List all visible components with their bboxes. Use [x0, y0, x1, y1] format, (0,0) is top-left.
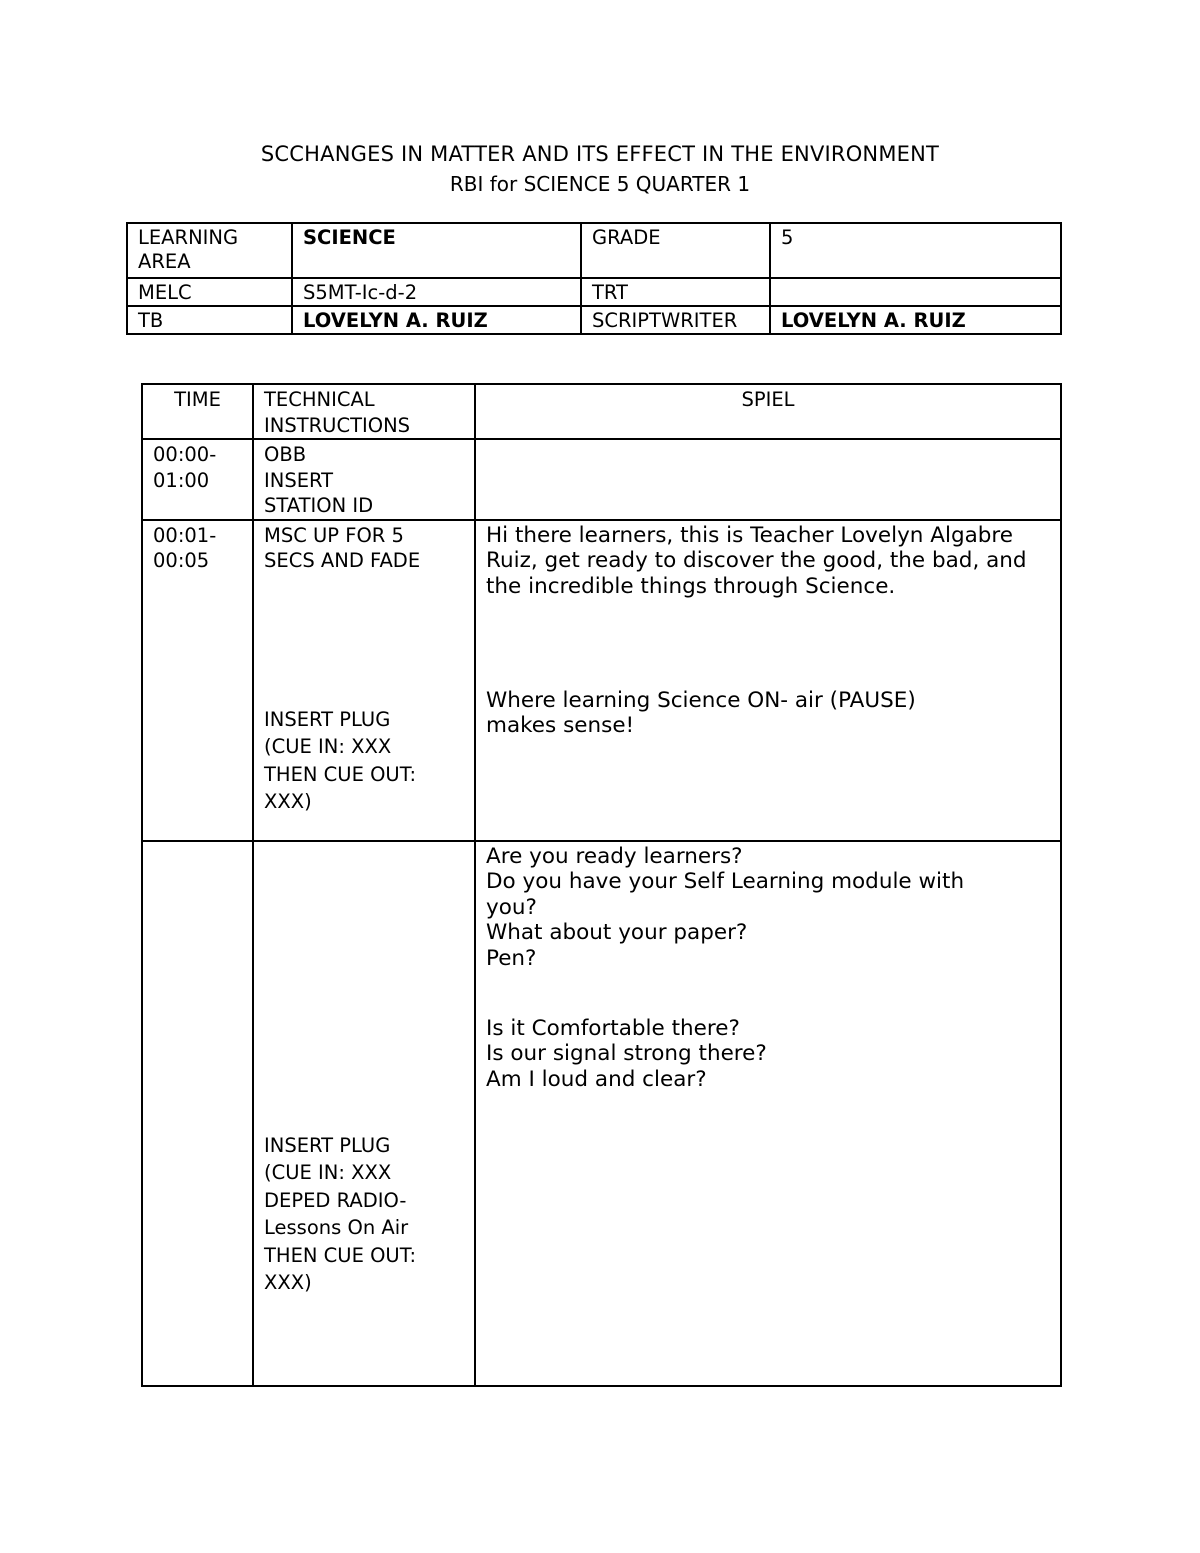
info-row-melc — [127, 278, 1061, 306]
spiel-header: SPIEL — [475, 384, 1061, 439]
row2-technical-top: MSC UP FOR 5 SECS AND FADE — [264, 523, 421, 572]
row3-technical-spacer — [264, 844, 464, 1132]
learning-area-value: SCIENCE — [292, 223, 581, 278]
melc-label: MELC — [127, 278, 292, 306]
script-row-1 — [142, 439, 1061, 520]
grade-label: GRADE — [581, 223, 770, 278]
row1-technical: OBB INSERT STATION ID — [253, 439, 475, 520]
row3-technical — [253, 841, 475, 1386]
row2-spiel-intro: Hi there learners, this is Teacher Lovelyn Algabre Ruiz, get ready to discover the good, the bad, and the incredible things through Science. — [486, 522, 1027, 599]
scriptwriter-label: SCRIPTWRITER — [581, 306, 770, 334]
row2-spiel-tagline: Where learning Science ON- air (PAUSE) makes sense! — [486, 687, 916, 738]
time-header: TIME — [142, 384, 253, 439]
row3-spiel-questions: Are you ready learners? Do you have your Self Learning module with you? What about your paper? Pen? — [486, 843, 965, 971]
row2-technical-bottom: INSERT PLUG (CUE IN: XXX THEN CUE OUT: XXX) — [264, 707, 417, 813]
row1-spiel — [475, 439, 1061, 520]
row3-time — [142, 841, 253, 1386]
info-row-tb — [127, 306, 1061, 334]
script-row-3 — [142, 841, 1061, 1386]
script-row-2 — [142, 520, 1061, 841]
melc-value: S5MT-Ic-d-2 — [292, 278, 581, 306]
scriptwriter-value: LOVELYN A. RUIZ — [770, 306, 1061, 334]
grade-value: 5 — [770, 223, 1061, 278]
script-table — [141, 383, 1062, 1387]
row2-technical — [253, 520, 475, 841]
document-title: SCCHANGES IN MATTER AND ITS EFFECT IN THE ENVIRONMENT — [260, 142, 940, 166]
info-table — [126, 222, 1062, 335]
row3-spiel — [475, 841, 1061, 1386]
row2-time: 00:01- 00:05 — [142, 520, 253, 841]
tb-value: LOVELYN A. RUIZ — [292, 306, 581, 334]
trt-value — [770, 278, 1061, 306]
row3-spiel-checks: Is it Comfortable there? Is our signal strong there? Am I loud and clear? — [486, 1015, 767, 1092]
row1-time: 00:00- 01:00 — [142, 439, 253, 520]
row3-technical-text: INSERT PLUG (CUE IN: XXX DEPED RADIO- Lessons On Air THEN CUE OUT: XXX) — [264, 1133, 417, 1294]
technical-header: TECHNICAL INSTRUCTIONS — [253, 384, 475, 439]
document-subtitle: RBI for SCIENCE 5 QUARTER 1 — [449, 172, 751, 196]
script-header-row — [142, 384, 1061, 439]
learning-area-label: LEARNING AREA — [127, 223, 292, 278]
trt-label: TRT — [581, 278, 770, 306]
tb-label: TB — [127, 306, 292, 334]
row2-spiel — [475, 520, 1061, 841]
info-row-learning-area — [127, 223, 1061, 278]
